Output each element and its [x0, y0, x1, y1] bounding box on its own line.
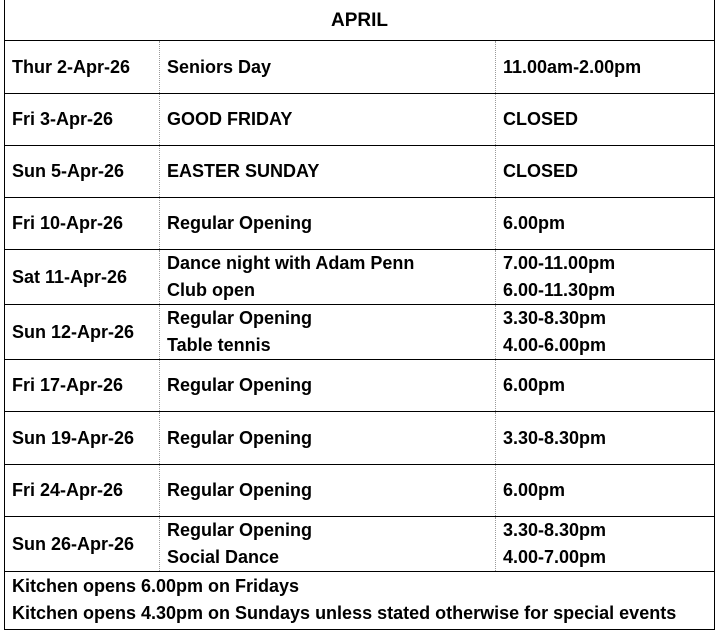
schedule-table	[4, 0, 715, 630]
month-title: APRIL	[5, 0, 715, 41]
activity-line: Regular Opening	[167, 375, 313, 395]
activity-line: Table tennis	[167, 335, 271, 355]
activity-line: EASTER SUNDAY	[167, 161, 320, 181]
event-date: Fri 3-Apr-26	[5, 94, 160, 146]
table-row	[5, 250, 715, 305]
activity-line: Club open	[167, 280, 255, 300]
event-time	[496, 250, 715, 305]
event-date: Fri 17-Apr-26	[5, 360, 160, 412]
table-row	[5, 146, 715, 198]
event-activity	[160, 41, 496, 94]
activity-line: Seniors Day	[167, 56, 272, 77]
event-activity	[160, 146, 496, 198]
activity-line: GOOD FRIDAY	[167, 109, 293, 129]
event-time	[496, 198, 715, 250]
time-line: 6.00-11.30pm	[503, 280, 616, 300]
event-date: Fri 24-Apr-26	[5, 465, 160, 517]
event-time	[496, 360, 715, 412]
time-line: 7.00-11.00pm	[503, 253, 616, 273]
event-activity	[160, 250, 496, 305]
event-date: Thur 2-Apr-26	[5, 41, 160, 94]
event-date: Sat 11-Apr-26	[5, 250, 160, 305]
event-date: Sun 26-Apr-26	[5, 517, 160, 572]
time-line: 4.00-6.00pm	[503, 335, 607, 355]
time-line: 4.00-7.00pm	[503, 547, 607, 567]
table-row	[5, 465, 715, 517]
time-line: 6.00pm	[503, 375, 566, 395]
table-row	[5, 198, 715, 250]
time-line: CLOSED	[503, 109, 579, 129]
event-activity	[160, 517, 496, 572]
event-date: Sun 12-Apr-26	[5, 305, 160, 360]
time-line: 3.30-8.30pm	[503, 427, 607, 448]
event-time	[496, 517, 715, 572]
table-row	[5, 517, 715, 572]
activity-line: Regular Opening	[167, 308, 313, 328]
event-time	[496, 305, 715, 360]
event-activity	[160, 198, 496, 250]
kitchen-note: Kitchen opens 6.00pm on Fridays	[12, 576, 300, 596]
activity-line: Regular Opening	[167, 427, 313, 448]
event-time	[496, 412, 715, 465]
time-line: 6.00pm	[503, 480, 566, 500]
event-date: Sun 5-Apr-26	[5, 146, 160, 198]
event-date: Sun 19-Apr-26	[5, 412, 160, 465]
activity-line: Social Dance	[167, 547, 280, 567]
table-row	[5, 412, 715, 465]
activity-line: Dance night with Adam Penn	[167, 253, 415, 273]
table-row	[5, 305, 715, 360]
time-line: CLOSED	[503, 161, 579, 181]
table-row	[5, 94, 715, 146]
time-line: 3.30-8.30pm	[503, 520, 607, 540]
activity-line: Regular Opening	[167, 480, 313, 500]
kitchen-notes	[5, 572, 715, 630]
kitchen-note: Kitchen opens 4.30pm on Sundays unless stated otherwise for special events	[12, 603, 677, 623]
event-time	[496, 41, 715, 94]
activity-line: Regular Opening	[167, 520, 313, 540]
event-date: Fri 10-Apr-26	[5, 198, 160, 250]
event-activity	[160, 305, 496, 360]
event-activity	[160, 94, 496, 146]
event-time	[496, 94, 715, 146]
event-time	[496, 465, 715, 517]
activity-line: Regular Opening	[167, 213, 313, 233]
event-time	[496, 146, 715, 198]
event-activity	[160, 412, 496, 465]
time-line: 6.00pm	[503, 213, 566, 233]
time-line: 3.30-8.30pm	[503, 308, 607, 328]
table-row	[5, 41, 715, 94]
time-line: 11.00am-2.00pm	[503, 56, 642, 77]
event-activity	[160, 360, 496, 412]
table-row	[5, 360, 715, 412]
event-activity	[160, 465, 496, 517]
